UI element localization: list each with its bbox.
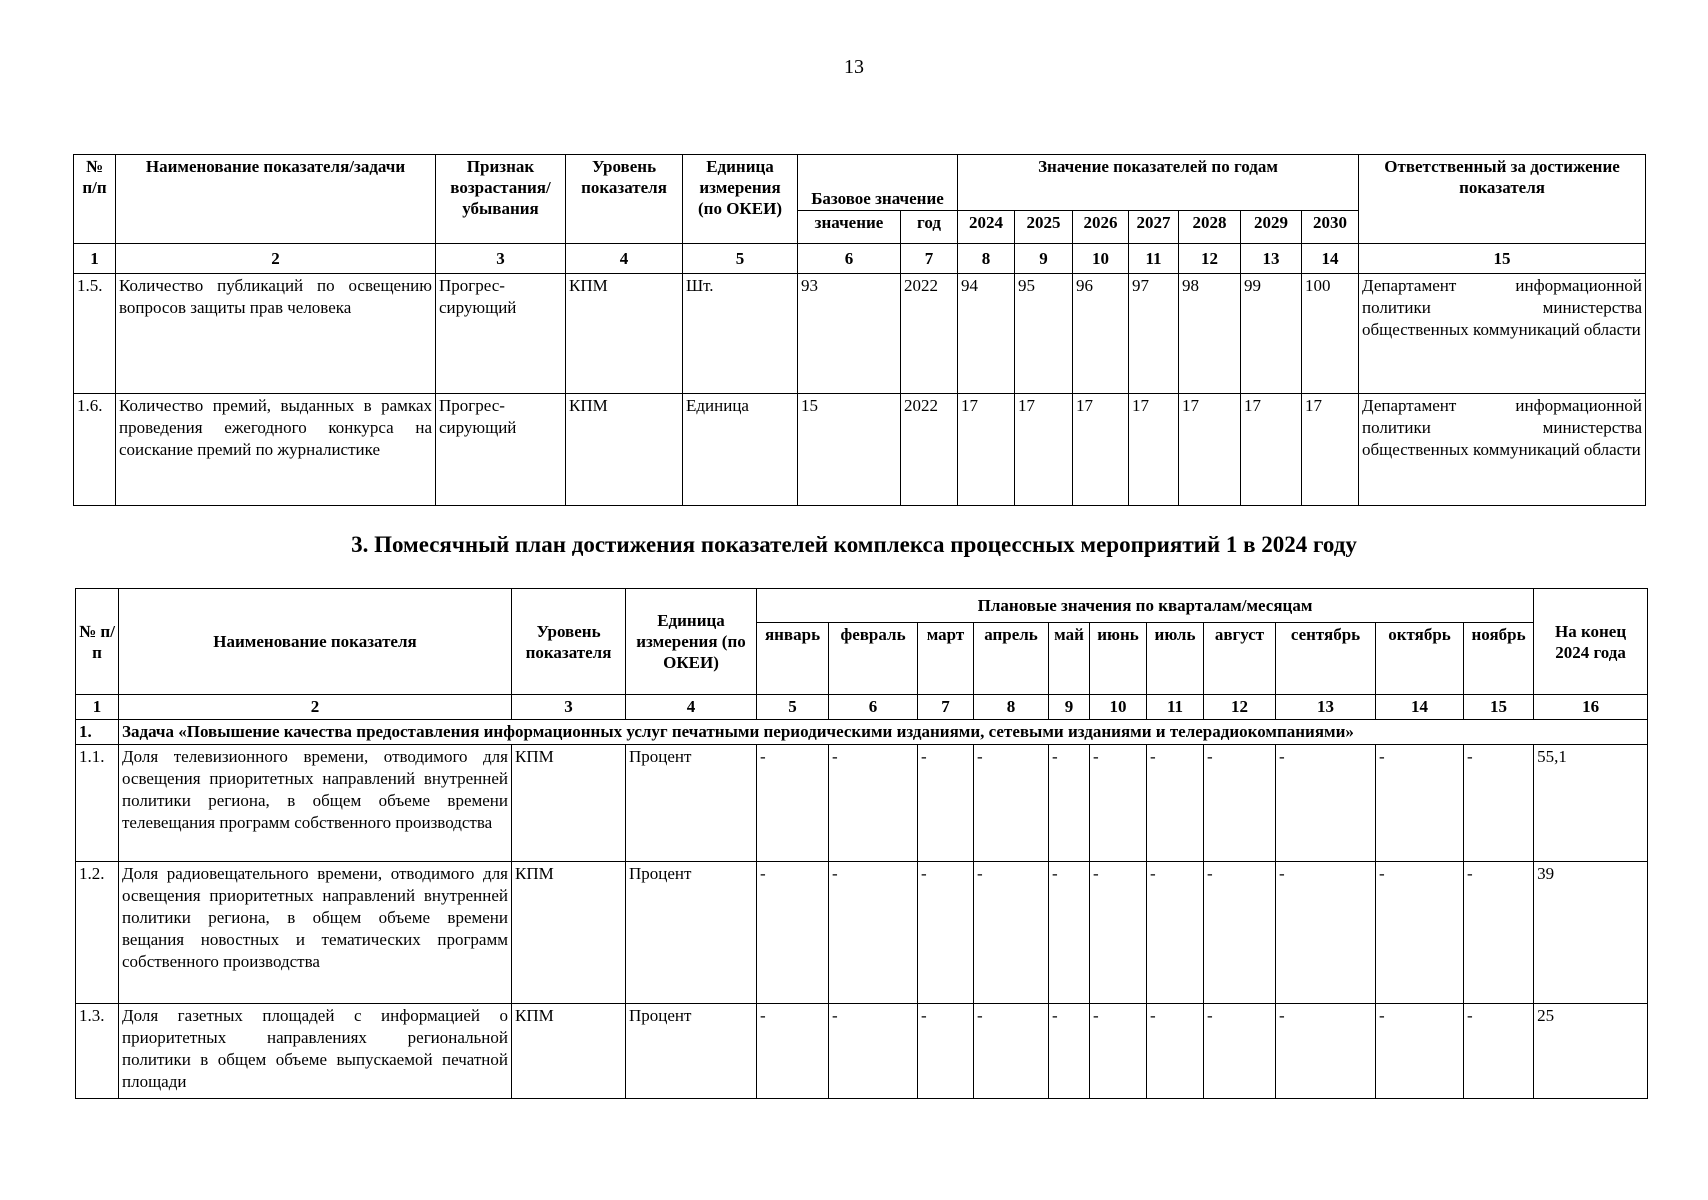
row-month-value: - (1147, 745, 1204, 862)
column-number: 13 (1241, 244, 1302, 274)
row-value: 17 (1015, 394, 1073, 506)
column-number: 8 (974, 695, 1049, 720)
column-number: 15 (1359, 244, 1646, 274)
header-year: 2030 (1302, 211, 1359, 244)
column-number: 14 (1376, 695, 1464, 720)
row-unit: Шт. (683, 274, 798, 394)
header-month: ноябрь (1464, 623, 1534, 695)
column-numbers-row (74, 244, 1646, 274)
header-month: июль (1147, 623, 1204, 695)
header-year: 2024 (958, 211, 1015, 244)
column-number: 6 (829, 695, 918, 720)
row-month-value: - (1276, 745, 1376, 862)
row-month-value: - (918, 1004, 974, 1099)
row-value: 99 (1241, 274, 1302, 394)
row-level: КПМ (512, 1004, 626, 1099)
row-month-value: - (1049, 745, 1090, 862)
column-number: 5 (683, 244, 798, 274)
row-month-value: - (1090, 745, 1147, 862)
header-year: 2027 (1129, 211, 1179, 244)
column-number: 2 (119, 695, 512, 720)
column-number: 15 (1464, 695, 1534, 720)
column-number: 7 (901, 244, 958, 274)
row-level: КПМ (512, 862, 626, 1004)
row-trend: Прогрес-сирующий (436, 274, 566, 394)
row-value: 17 (1073, 394, 1129, 506)
column-number: 1 (74, 244, 116, 274)
header-month: февраль (829, 623, 918, 695)
row-unit: Единица (683, 394, 798, 506)
header-name: Наименование показателя/задачи (116, 155, 436, 244)
header-level: Уровень показателя (566, 155, 683, 244)
header-month: август (1204, 623, 1276, 695)
task-text: Задача «Повышение качества предоставления информационных услуг печатными периодическими изданиями, сетевыми изданиями и телерадиокомпаниями» (119, 720, 1648, 745)
column-number: 10 (1073, 244, 1129, 274)
table-row (76, 862, 1648, 1004)
row-month-value: - (1147, 862, 1204, 1004)
column-number: 13 (1276, 695, 1376, 720)
row-base-year: 2022 (901, 274, 958, 394)
row-month-value: - (1090, 862, 1147, 1004)
row-month-value: - (1464, 1004, 1534, 1099)
row-responsible: Департамент информационной политики министерства общественных коммуникаций области (1359, 394, 1646, 506)
row-month-value: - (918, 862, 974, 1004)
column-number: 3 (436, 244, 566, 274)
row-month-value: - (1204, 745, 1276, 862)
table-row (74, 394, 1646, 506)
monthly-plan-table (75, 588, 1648, 1099)
row-value: 17 (1179, 394, 1241, 506)
row-month-value: - (1376, 745, 1464, 862)
task-row (76, 720, 1648, 745)
row-month-value: - (1376, 862, 1464, 1004)
header-level: Уровень показателя (512, 589, 626, 695)
row-value: 96 (1073, 274, 1129, 394)
row-month-value: - (1376, 1004, 1464, 1099)
header-num: № п/п (74, 155, 116, 244)
column-number: 1 (76, 695, 119, 720)
header-month: октябрь (1376, 623, 1464, 695)
row-value: 17 (1241, 394, 1302, 506)
row-month-value: - (1049, 862, 1090, 1004)
header-years-group: Значение показателей по годам (958, 155, 1359, 211)
column-number: 9 (1049, 695, 1090, 720)
row-value: 98 (1179, 274, 1241, 394)
task-num: 1. (76, 720, 119, 745)
row-num: 1.1. (76, 745, 119, 862)
row-unit: Процент (626, 745, 757, 862)
row-month-value: - (757, 1004, 829, 1099)
row-month-value: - (1464, 862, 1534, 1004)
header-trend: Признак возрастания/ убывания (436, 155, 566, 244)
row-value: 17 (958, 394, 1015, 506)
indicators-by-year-table (73, 154, 1646, 506)
row-name: Доля газетных площадей с информацией о приоритетных направлениях региональной политики в общем объеме выпускаемой печатной площади (119, 1004, 512, 1099)
header-year: 2028 (1179, 211, 1241, 244)
row-value: 17 (1129, 394, 1179, 506)
row-num: 1.6. (74, 394, 116, 506)
column-number: 8 (958, 244, 1015, 274)
row-month-value: - (974, 745, 1049, 862)
header-unit: Единица измерения (по ОКЕИ) (683, 155, 798, 244)
header-name: Наименование показателя (119, 589, 512, 695)
row-level: КПМ (566, 394, 683, 506)
header-month: сентябрь (1276, 623, 1376, 695)
row-level: КПМ (512, 745, 626, 862)
table-row (76, 745, 1648, 862)
row-trend: Прогрес-сирующий (436, 394, 566, 506)
header-month: июнь (1090, 623, 1147, 695)
header-year: 2026 (1073, 211, 1129, 244)
header-year: 2025 (1015, 211, 1073, 244)
row-month-value: - (1276, 862, 1376, 1004)
row-month-value: - (1464, 745, 1534, 862)
column-number: 6 (798, 244, 901, 274)
header-base-value: значение (798, 211, 901, 244)
row-month-value: - (918, 745, 974, 862)
row-responsible: Департамент информационной политики министерства общественных коммуникаций области (1359, 274, 1646, 394)
row-name: Количество премий, выданных в рамках проведения ежегодного конкурса на соискание премий по журналистике (116, 394, 436, 506)
row-month-value: - (974, 1004, 1049, 1099)
header-plan-group: Плановые значения по кварталам/месяцам (757, 589, 1534, 623)
header-base: Базовое значение (798, 155, 958, 211)
header-end: На конец 2024 года (1534, 589, 1648, 695)
column-number: 2 (116, 244, 436, 274)
row-month-value: - (757, 745, 829, 862)
row-month-value: - (1276, 1004, 1376, 1099)
row-base-value: 15 (798, 394, 901, 506)
column-number: 11 (1129, 244, 1179, 274)
row-month-value: - (974, 862, 1049, 1004)
row-end-value: 55,1 (1534, 745, 1648, 862)
header-unit: Единица измерения (по ОКЕИ) (626, 589, 757, 695)
row-value: 94 (958, 274, 1015, 394)
row-num: 1.2. (76, 862, 119, 1004)
row-value: 95 (1015, 274, 1073, 394)
table-row (74, 274, 1646, 394)
column-number: 5 (757, 695, 829, 720)
row-name: Доля радиовещательного времени, отводимого для освещения приоритетных направлений внутренней политики региона, в общем объеме времени вещания новостных и тематических программ собственного производства (119, 862, 512, 1004)
column-number: 16 (1534, 695, 1648, 720)
row-num: 1.5. (74, 274, 116, 394)
header-year: 2029 (1241, 211, 1302, 244)
row-value: 97 (1129, 274, 1179, 394)
column-number: 10 (1090, 695, 1147, 720)
header-month: апрель (974, 623, 1049, 695)
section-title: 3. Помесячный план достижения показателей комплекса процессных мероприятий 1 в 2024 году (351, 532, 1357, 557)
row-month-value: - (829, 1004, 918, 1099)
row-unit: Процент (626, 862, 757, 1004)
row-name: Доля телевизионного времени, отводимого для освещения приоритетных направлений внутренней политики региона, в общем объеме времени телевещания программ собственного производства (119, 745, 512, 862)
column-number: 14 (1302, 244, 1359, 274)
column-number: 9 (1015, 244, 1073, 274)
row-base-value: 93 (798, 274, 901, 394)
row-month-value: - (1049, 1004, 1090, 1099)
header-month: май (1049, 623, 1090, 695)
row-base-year: 2022 (901, 394, 958, 506)
row-month-value: - (829, 862, 918, 1004)
page-number: 13 (844, 56, 864, 78)
row-month-value: - (1147, 1004, 1204, 1099)
row-level: КПМ (566, 274, 683, 394)
row-end-value: 25 (1534, 1004, 1648, 1099)
column-number: 3 (512, 695, 626, 720)
row-month-value: - (1204, 862, 1276, 1004)
header-month: январь (757, 623, 829, 695)
row-name: Количество публикаций по освещению вопросов защиты прав человека (116, 274, 436, 394)
header-base-year: год (901, 211, 958, 244)
row-month-value: - (1204, 1004, 1276, 1099)
row-value: 100 (1302, 274, 1359, 394)
row-month-value: - (1090, 1004, 1147, 1099)
row-value: 17 (1302, 394, 1359, 506)
row-end-value: 39 (1534, 862, 1648, 1004)
column-number: 12 (1204, 695, 1276, 720)
header-responsible: Ответственный за достижение показателя (1359, 155, 1646, 244)
table-row (76, 1004, 1648, 1099)
column-number: 4 (566, 244, 683, 274)
column-number: 4 (626, 695, 757, 720)
column-numbers-row (76, 695, 1648, 720)
column-number: 12 (1179, 244, 1241, 274)
column-number: 7 (918, 695, 974, 720)
row-unit: Процент (626, 1004, 757, 1099)
row-month-value: - (829, 745, 918, 862)
header-num: № п/п (76, 589, 119, 695)
row-month-value: - (757, 862, 829, 1004)
row-num: 1.3. (76, 1004, 119, 1099)
column-number: 11 (1147, 695, 1204, 720)
header-month: март (918, 623, 974, 695)
